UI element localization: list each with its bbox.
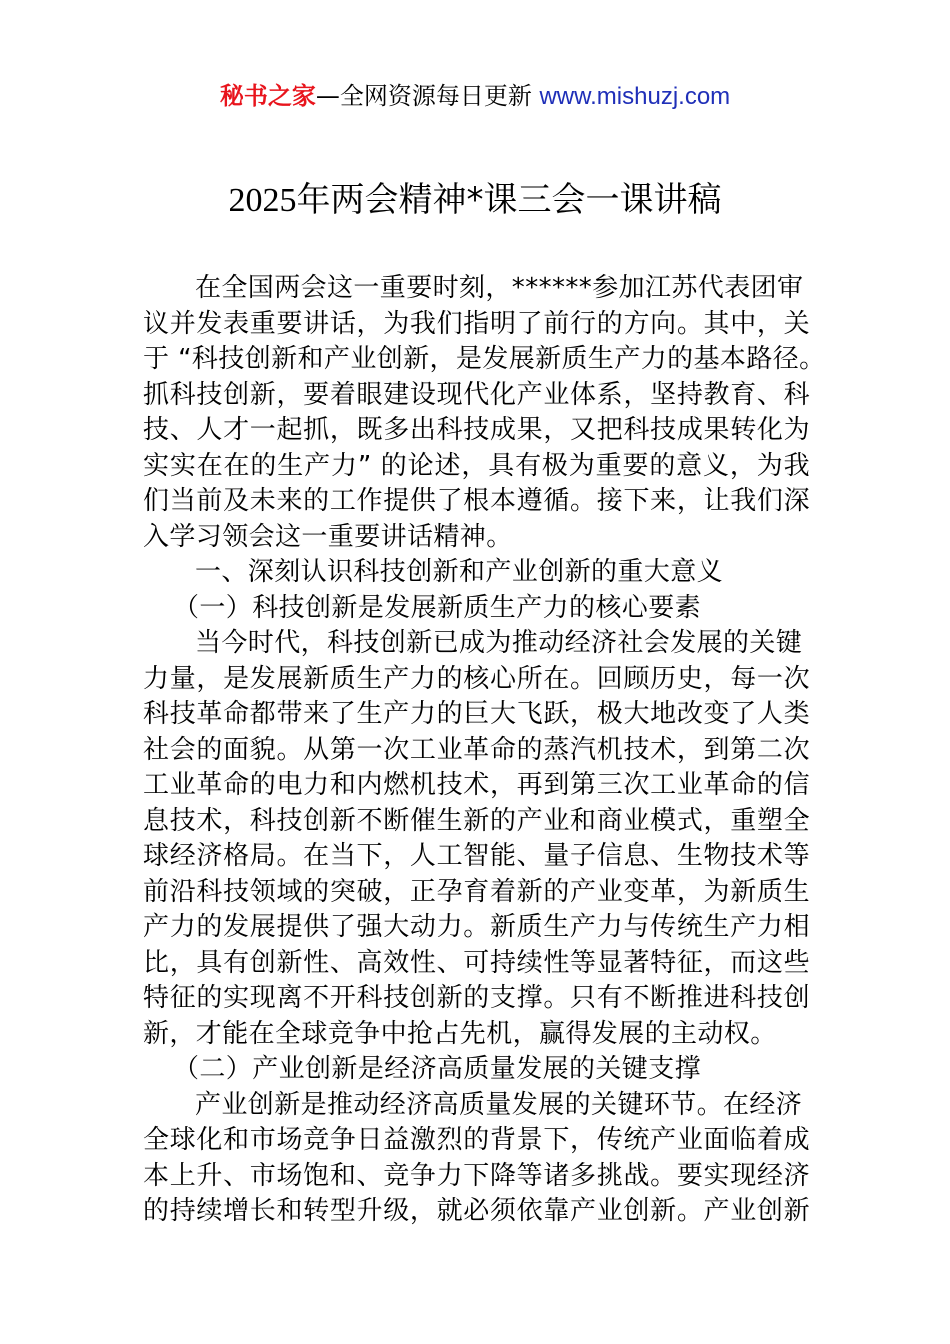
paragraph-line: 息技术，科技创新不断催生新的产业和商业模式，重塑全 bbox=[143, 805, 810, 836]
paragraph-line: 议并发表重要讲话，为我们指明了前行的方向。其中，关 bbox=[143, 308, 810, 339]
header-tagline: —全网资源每日更新 bbox=[315, 82, 532, 110]
subsection-heading: （一）科技创新是发展新质生产力的核心要素 bbox=[173, 592, 702, 623]
paragraph-line: 特征的实现离不开科技创新的支撑。只有不断推进科技创 bbox=[143, 983, 810, 1013]
paragraph-line: 的持续增长和转型升级，就必须依靠产业创新。产业创新 bbox=[143, 1196, 810, 1226]
site-header bbox=[0, 80, 950, 113]
paragraph-line: 技、人才一起抓，既多出科技成果，又把科技成果转化为 bbox=[143, 415, 810, 445]
paragraph-line: 前沿科技领域的突破，正孕育着新的产业变革，为新质生 bbox=[143, 876, 810, 907]
paragraph-line: 本上升、市场饱和、竞争力下降等诸多挑战。要实现经济 bbox=[143, 1160, 810, 1191]
section-heading: 一、深刻认识科技创新和产业创新的重大意义 bbox=[195, 557, 724, 587]
title-text: 年两会精神*课三会一课讲稿 bbox=[296, 180, 722, 220]
paragraph-line: 社会的面貌。从第一次工业革命的蒸汽机技术，到第二次 bbox=[143, 734, 810, 765]
brand-name: 秘书之家 bbox=[219, 82, 316, 110]
document-body bbox=[143, 271, 826, 1230]
paragraph-line: 们当前及未来的工作提供了根本遵循。接下来，让我们深 bbox=[143, 486, 810, 516]
paragraph-line: 实实在在的生产力” 的论述，具有极为重要的意义，为我 bbox=[143, 450, 810, 481]
paragraph-line: 全球化和市场竞争日益激烈的背景下，传统产业面临着成 bbox=[143, 1125, 810, 1155]
paragraph-line: 抓科技创新，要着眼建设现代化产业体系，坚持教育、科 bbox=[143, 379, 810, 410]
paragraph-line: 于 “科技创新和产业创新，是发展新质生产力的基本路径。 bbox=[143, 344, 826, 374]
paragraph-line: 入学习领会这一重要讲话精神。 bbox=[143, 521, 513, 552]
paragraph-line: 工业革命的电力和内燃机技术，再到第三次工业革命的信 bbox=[143, 770, 810, 800]
paragraph-line: 产业创新是推动经济高质量发展的关键环节。在经济 bbox=[195, 1089, 803, 1120]
paragraph-line: 力量，是发展新质生产力的核心所在。回顾历史，每一次 bbox=[143, 663, 810, 694]
paragraph-line: 产力的发展提供了强大动力。新质生产力与传统生产力相 bbox=[143, 912, 810, 942]
paragraph-line: 在全国两会这一重要时刻，******参加江苏代表团审 bbox=[195, 273, 804, 303]
site-url-link[interactable]: www.mishuzj.com bbox=[539, 83, 731, 110]
paragraph-line: 比，具有创新性、高效性、可持续性等显著特征，而这些 bbox=[143, 947, 810, 978]
title-year: 2025 bbox=[228, 182, 297, 219]
paragraph-line: 球经济格局。在当下，人工智能、量子信息、生物技术等 bbox=[143, 841, 810, 871]
document-title bbox=[0, 178, 950, 223]
paragraph-line: 当今时代，科技创新已成为推动经济社会发展的关键 bbox=[195, 628, 803, 658]
subsection-heading: （二）产业创新是经济高质量发展的关键支撑 bbox=[173, 1054, 702, 1084]
paragraph-line: 新，才能在全球竞争中抢占先机，赢得发展的主动权。 bbox=[143, 1018, 777, 1049]
paragraph-line: 科技革命都带来了生产力的巨大飞跃，极大地改变了人类 bbox=[143, 699, 810, 729]
